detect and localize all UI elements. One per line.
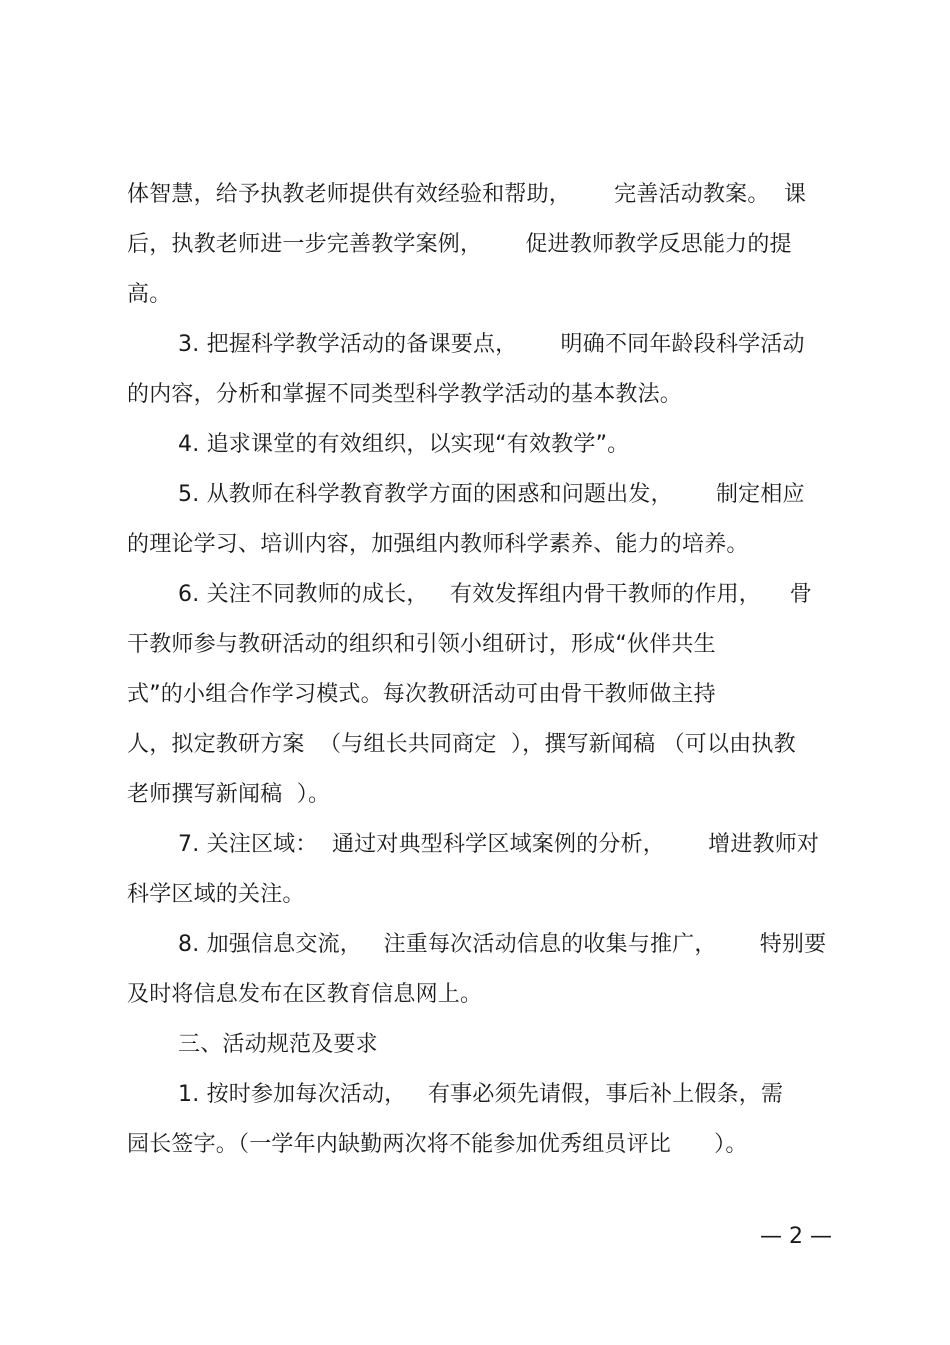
text-line-11: 式”的小组合作学习模式。每次教研活动可由骨干教师做主持: [127, 682, 716, 707]
text-line-16: 8. 加强信息交流， 注重每次活动信息的收集与推广， 特别要: [178, 932, 827, 957]
page-number: — 2 —: [760, 1224, 832, 1249]
text-line-20: 园长签字。（一学年内缺勤两次将不能参加优秀组员评比 ）。: [127, 1132, 748, 1157]
text-line-9: 6. 关注不同教师的成长， 有效发挥组内骨干教师的作用， 骨: [178, 582, 812, 607]
text-line-7: 5. 从教师在科学教育教学方面的困惑和问题出发， 制定相应: [178, 482, 805, 507]
text-line-12: 人，拟定教研方案 （与组长共同商定 ），撰写新闻稿 （可以由执教: [127, 732, 796, 757]
text-line-15: 科学区域的关注。: [127, 882, 305, 907]
text-line-5: 的内容，分析和掌握不同类型科学教学活动的基本教法。: [127, 382, 683, 407]
text-line-10: 干教师参与教研活动的组织和引领小组研讨，形成“伙伴共生: [127, 632, 716, 657]
text-line-8: 的理论学习、培训内容，加强组内教师科学素养、能力的培养。: [127, 532, 749, 557]
text-line-1: 体智慧，给予执教老师提供有效经验和帮助， 完善活动教案。 课: [127, 182, 807, 207]
text-line-3: 高。: [127, 282, 172, 307]
text-line-13: 老师撰写新闻稿 ）。: [127, 782, 331, 807]
text-line-4: 3. 把握科学教学活动的备课要点， 明确不同年龄段科学活动: [178, 332, 805, 357]
text-line-2: 后，执教老师进一步完善教学案例， 促进教师教学反思能力的提: [127, 232, 792, 257]
text-line-6: 4. 追求课堂的有效组织，以实现“有效教学”。: [178, 432, 630, 457]
text-line-14: 7. 关注区域： 通过对典型科学区域案例的分析， 增进教师对: [178, 832, 820, 857]
text-line-17: 及时将信息发布在区教育信息网上。: [127, 982, 483, 1007]
section-heading: 三、活动规范及要求: [178, 1032, 378, 1057]
text-line-19: 1. 按时参加每次活动， 有事必须先请假，事后补上假条，需: [178, 1082, 784, 1107]
